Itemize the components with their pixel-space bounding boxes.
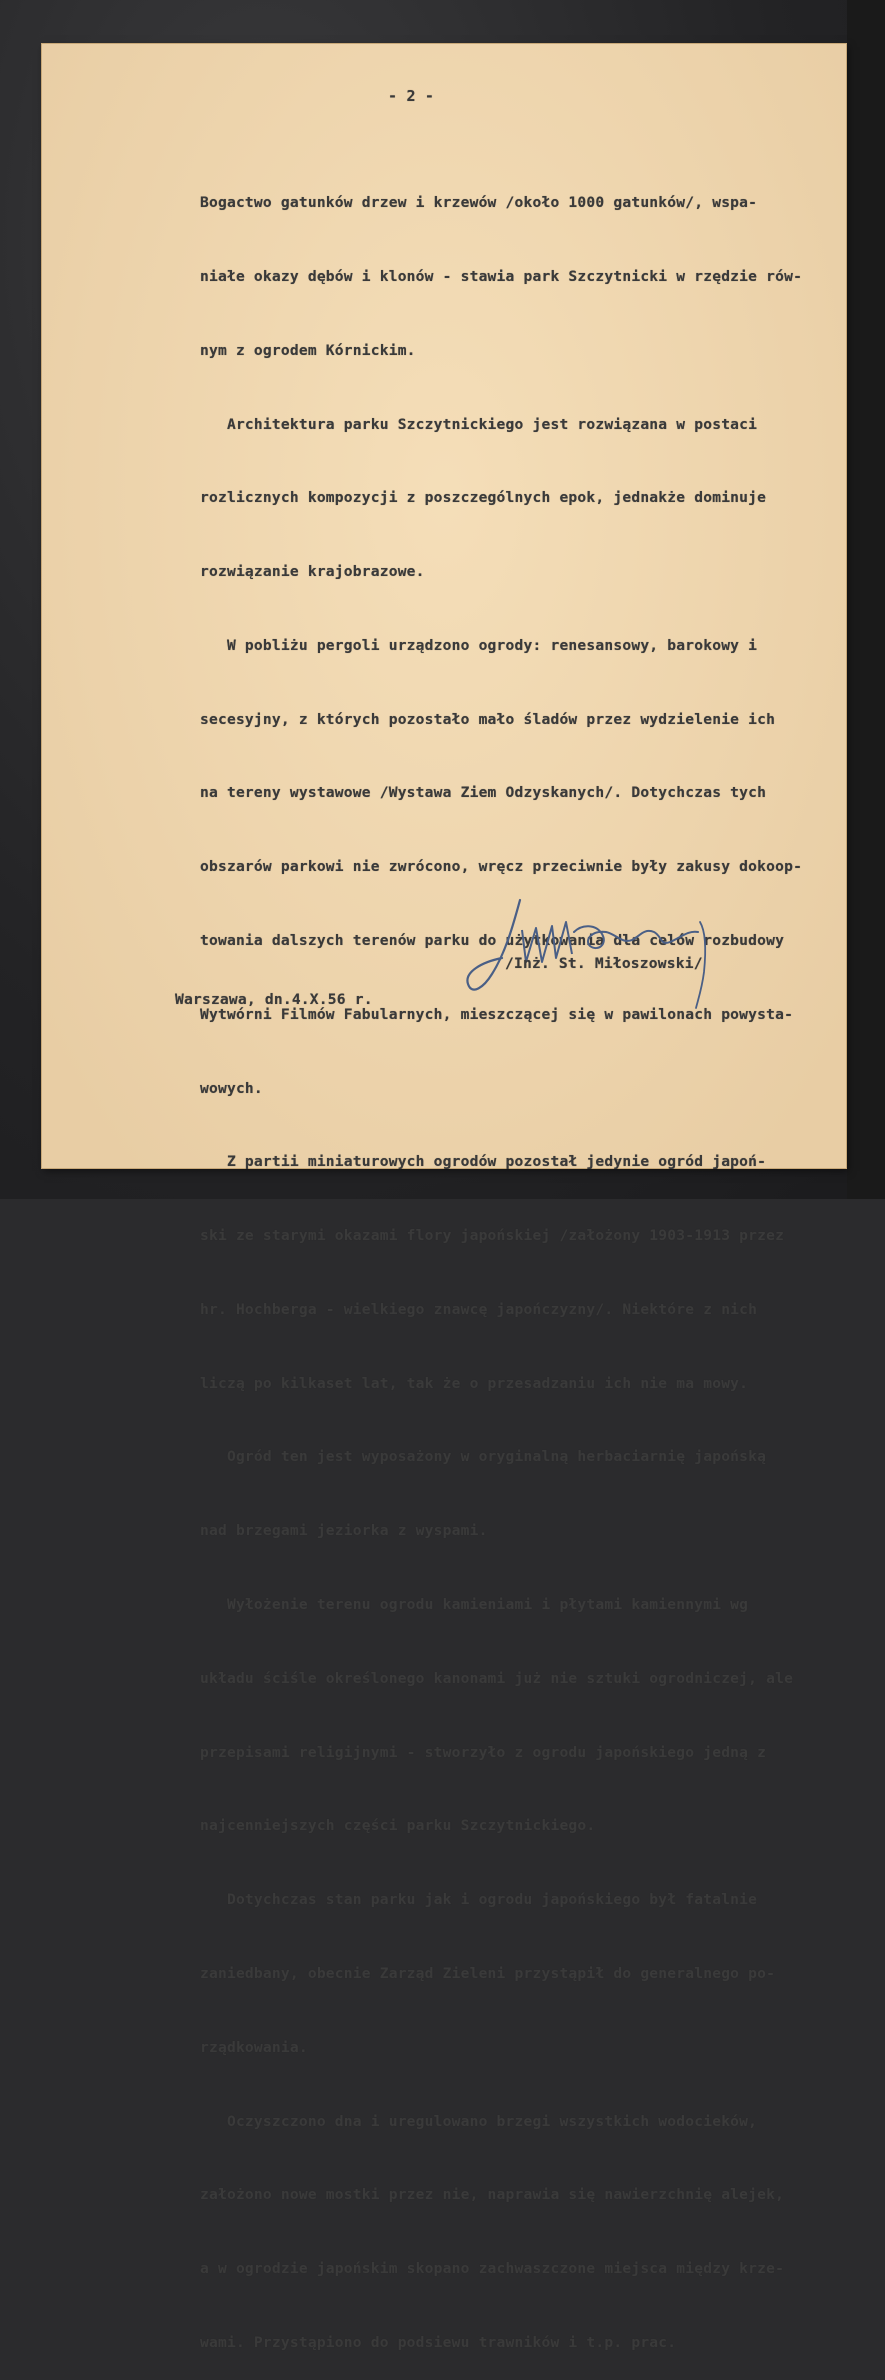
- text-line: wami. Przystąpiono do podsiewu trawników i t.p. prac.: [200, 2333, 677, 2351]
- text-line: nad brzegami jeziorka z wyspami.: [200, 1522, 488, 1540]
- text-line: na tereny wystawowe /Wystawa Ziem Odzyskanych/. Dotychczas tych: [200, 784, 767, 802]
- text-line: Ogród ten jest wyposażony w oryginalną herbaciarnię japońską: [200, 1448, 767, 1466]
- text-line: Bogactwo gatunków drzew i krzewów /około 1000 gatunków/, wspa-: [200, 194, 758, 212]
- text-line: niałe okazy dębów i klonów - stawia park Szczytnicki w rzędzie rów-: [200, 267, 803, 285]
- text-line: obszarów parkowi nie zwrócono, wręcz przeciwnie były zakusy dokoop-: [200, 858, 803, 876]
- text-line: secesyjny, z których pozostało mało śladów przez wydzielenie ich: [200, 710, 776, 728]
- text-line: Z partii miniaturowych ogrodów pozostał jedynie ogród japoń-: [200, 1153, 767, 1171]
- text-line: układu ściśle określonego kanonami już nie sztuki ogrodniczej, ale: [200, 1669, 794, 1687]
- page-number: - 2 -: [388, 87, 435, 105]
- text-line: przepisami religijnymi - stworzyło z ogrodu japońskiego jedną z: [200, 1743, 767, 1761]
- text-line: wowych.: [200, 1079, 263, 1097]
- signatory-name: /Inż. St. Miłoszowski/: [505, 955, 703, 972]
- text-line: Oczyszczono dna i uregulowano brzegi wszystkich wodocieków,: [200, 2112, 758, 2130]
- text-line: nym z ogrodem Kórnickim.: [200, 341, 416, 359]
- text-line: ski ze starymi okazami flory japońskiej /założony 1903-1913 przez: [200, 1227, 785, 1245]
- text-line: Dotychczas stan parku jak i ogrodu japońskiego był fatalnie: [200, 1891, 758, 1909]
- text-line: Architektura parku Szczytnickiego jest rozwiązana w postaci: [200, 415, 758, 433]
- text-line: rozlicznych kompozycji z poszczególnych epok, jednakże dominuje: [200, 489, 767, 507]
- text-line: a w ogrodzie japońskim skopano zachwaszczone miejsca między krze-: [200, 2260, 785, 2278]
- text-line: liczą po kilkaset lat, tak że o przesadzaniu ich nie ma mowy.: [200, 1374, 749, 1392]
- body-text: [200, 142, 802, 2380]
- dark-edge-strip: [847, 0, 885, 1199]
- text-line: W pobliżu pergoli urządzono ogrody: renesansowy, barokowy i: [200, 636, 758, 654]
- text-line: rozwiązanie krajobrazowe.: [200, 563, 425, 581]
- text-line: hr. Hochberga - wielkiego znawcę japończyzny/. Niektóre z nich: [200, 1300, 758, 1318]
- text-line: Wyłożenie terenu ogrodu kamieniami i płytami kamiennymi wg: [200, 1596, 749, 1614]
- text-line: rządkowania.: [200, 2038, 308, 2056]
- text-line: założono nowe mostki przez nie, naprawia się nawierzchnię alejek,: [200, 2186, 785, 2204]
- text-line: zaniedbany, obecnie Zarząd Zieleni przystąpił do generalnego po-: [200, 1964, 776, 1982]
- text-line: najcenniejszych części parku Szczytnickiego.: [200, 1817, 596, 1835]
- place-and-date: Warszawa, dn.4.X.56 r.: [175, 991, 373, 1008]
- text-line: Wytwórni Filmów Fabularnych, mieszczącej się w pawilonach powysta-: [200, 1005, 794, 1023]
- text-line: towania dalszych terenów parku do użytkowania dla celów rozbudowy: [200, 932, 785, 949]
